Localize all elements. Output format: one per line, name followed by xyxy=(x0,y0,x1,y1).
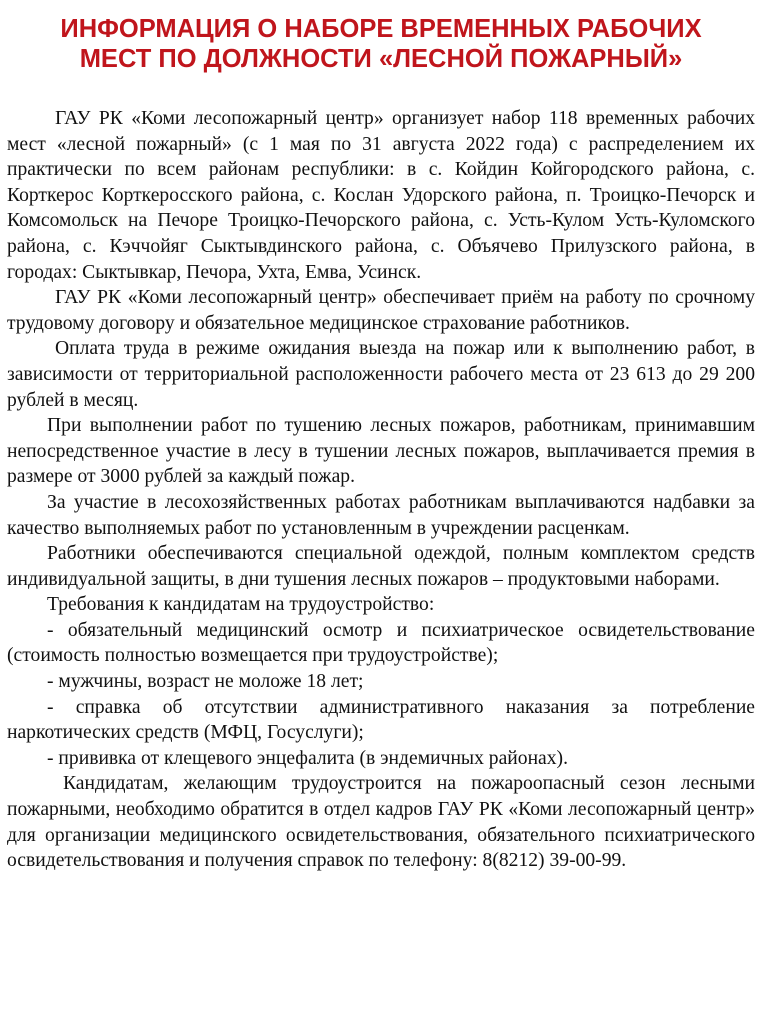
paragraph-requirements-intro: Требования к кандидатам на трудоустройство: xyxy=(47,594,435,616)
paragraph-pay: Оплата труда в режиме ожидания выезда на пожар или к выполнению работ, в зависимости от территориальной расположенности рабочего места от 23 613 до 29 200 рублей в месяц. xyxy=(7,338,755,411)
requirement-item: - прививка от клещевого энцефалита (в эндемичных районах). xyxy=(47,747,568,769)
paragraph-allowance: За участие в лесохозяйственных работах работникам выплачиваются надбавки за качество выполняемых работ по установленным в учреждении расценкам. xyxy=(7,491,755,539)
requirements-list xyxy=(7,618,755,772)
paragraph-contact: Кандидатам, желающим трудоустроится на пожароопасный сезон лесными пожарными, необходимо обратится в отдел кадров ГАУ РК «Коми лесопожарный центр» для организации медицинского освидетельствования, обязательного психиатрического освидетельствования и получения справок по телефону: 8(8212) 39-00-99. xyxy=(7,773,755,872)
paragraph-bonus: При выполнении работ по тушению лесных пожаров, работникам, принимавшим непосредственное участие в лесу в тушении лесных пожаров, выплачивается премия в размере от 3000 рублей за каждый пожар. xyxy=(7,415,755,488)
requirement-item: - обязательный медицинский осмотр и психиатрическое освидетельствование (стоимость полностью возмещается при трудоустройстве); xyxy=(7,619,755,667)
title-line-1: ИНФОРМАЦИЯ О НАБОРЕ ВРЕМЕННЫХ РАБОЧИХ xyxy=(60,15,702,43)
document-title xyxy=(7,14,755,74)
requirement-item: - мужчины, возраст не моложе 18 лет; xyxy=(47,671,364,693)
title-line-2: МЕСТ ПО ДОЛЖНОСТИ «ЛЕСНОЙ ПОЖАРНЫЙ» xyxy=(79,45,683,73)
paragraph-recruitment: ГАУ РК «Коми лесопожарный центр» организует набор 118 временных рабочих мест «лесной пожарный» (с 1 мая по 31 августа 2022 года) с распределением их практически по всем районам республики: в с. Койдин Койгородского района, с. Корткерос Корткеросского района, с. Кослан Удорского района, п. Троицко-Печорск и Комсомольск на Печоре Троицко-Печорского района, с. Усть-Кулом Усть-Куломского района, с. Кэччойяг Сыктывдинского района, с. Объячево Прилузского района, в городах: Сыктывкар, Печора, Ухта, Емва, Усинск. xyxy=(7,108,755,283)
paragraph-contract: ГАУ РК «Коми лесопожарный центр» обеспечивает приём на работу по срочному трудовому договору и обязательное медицинское страхование работников. xyxy=(7,287,755,334)
document-body xyxy=(7,106,755,874)
paragraph-equipment: Работники обеспечиваются специальной одеждой, полным комплектом средств индивидуальной защиты, в дни тушения лесных пожаров – продуктовыми наборами. xyxy=(7,543,755,590)
requirement-item: - справка об отсутствии административного наказания за потребление наркотических средств (МФЦ, Госуслуги); xyxy=(7,696,755,744)
